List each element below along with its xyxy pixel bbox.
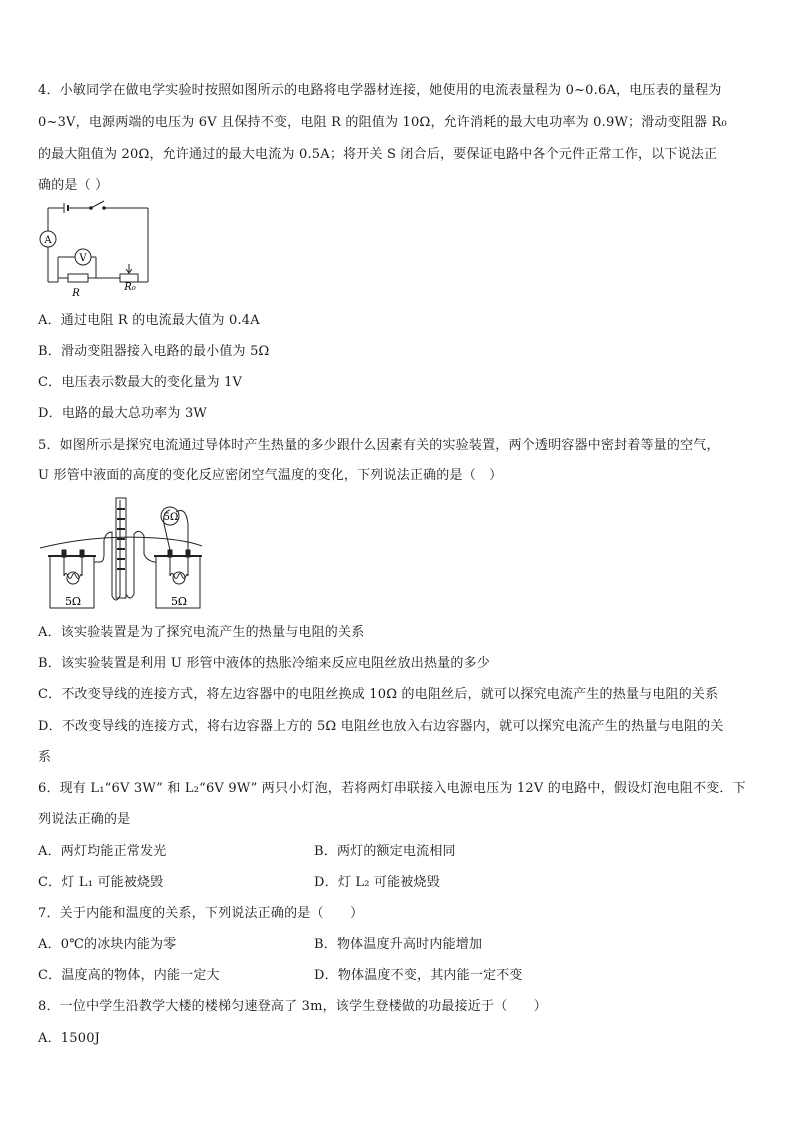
left-resistor-label: 5Ω — [64, 595, 82, 608]
q5-option-c: C．不改变导线的连接方式，将左边容器中的电阻丝换成 10Ω 的电阻丝后，就可以探究电流产生的热量与电阻的关系 — [38, 687, 719, 702]
right-resistor-label: 5Ω — [170, 595, 188, 608]
q4-circuit-diagram — [34, 198, 154, 298]
q7-option-a: A．0℃的冰块内能为零 — [38, 937, 177, 952]
q7-option-b: B．物体温度升高时内能增加 — [314, 937, 483, 952]
q5-apparatus-diagram — [36, 494, 206, 614]
q6-option-row-2 — [38, 874, 440, 892]
q6-option-d: D．灯 L₂ 可能被烧毁 — [314, 875, 440, 890]
q4-stem-line-3: 的最大阻值为 20Ω，允许通过的最大电流为 0.5A；将开关 S 闭合后，要保证电路中各个元件正常工作，以下说法正 — [38, 147, 718, 162]
rheostat-label: R₀ — [124, 282, 136, 293]
q6-option-row-1 — [38, 843, 456, 861]
q4-stem-line-4: 确的是（ ） — [38, 178, 109, 193]
q6-option-c: C．灯 L₁ 可能被烧毁 — [38, 875, 164, 890]
q5-option-b: B．该实验装置是利用 U 形管中液体的热胀冷缩来反应电阻丝放出热量的多少 — [38, 656, 490, 671]
q7-option-c: C．温度高的物体，内能一定大 — [38, 968, 220, 983]
q6-option-a: A．两灯均能正常发光 — [38, 844, 167, 859]
q5-stem-line-2: U 形管中液面的高度的变化反应密闭空气温度的变化，下列说法正确的是（ ） — [38, 468, 503, 483]
q4-option-d: D．电路的最大总功率为 3W — [38, 406, 207, 421]
q5-option-a: A．该实验装置是为了探究电流产生的热量与电阻的关系 — [38, 625, 365, 640]
q6-stem-line-1: 6．现有 L₁“6V 3W” 和 L₂“6V 9W” 两只小灯泡，若将两灯串联接入电源电压为 12V 的电路中，假设灯泡电阻不变．下 — [38, 781, 746, 796]
ammeter-label: A — [44, 235, 52, 246]
voltmeter-label: V — [79, 253, 87, 264]
q4-option-c: C．电压表示数最大的变化量为 1V — [38, 375, 243, 390]
q7-option-row-2 — [38, 967, 523, 985]
q5-option-d-line-2: 系 — [38, 750, 52, 765]
q4-stem-line-2: 0~3V，电源两端的电压为 6V 且保持不变，电阻 R 的阻值为 10Ω，允许消耗的最大电功率为 0.9W；滑动变阻器 R₀ — [38, 115, 727, 130]
q8-option-a: A．1500J — [38, 1031, 101, 1046]
q5-option-d-line-1: D．不改变导线的连接方式，将右边容器上方的 5Ω 电阻丝也放入右边容器内，就可以探究电流产生的热量与电阻的关 — [38, 719, 724, 734]
q4-option-a: A．通过电阻 R 的电流最大值为 0.4A — [38, 313, 260, 328]
q4-option-b: B．滑动变阻器接入电路的最小值为 5Ω — [38, 344, 270, 359]
q4-stem-line-1: 4．小敏同学在做电学实验时按照如图所示的电路将电学器材连接，她使用的电流表量程为 0~0.6A，电压表的量程为 — [38, 83, 722, 98]
q6-option-b: B．两灯的额定电流相同 — [314, 844, 456, 859]
q5-stem-line-1: 5．如图所示是探究电流通过导体时产生热量的多少跟什么因素有关的实验装置，两个透明容器中密封着等量的空气， — [38, 438, 720, 453]
q6-stem-line-2: 列说法正确的是 — [38, 812, 131, 827]
q7-option-d: D．物体温度不变，其内能一定不变 — [314, 968, 523, 983]
q7-stem-line-1: 7．关于内能和温度的关系，下列说法正确的是（ ） — [38, 906, 364, 921]
q7-option-row-1 — [38, 936, 483, 954]
q8-stem-line-1: 8．一位中学生沿教学大楼的楼梯匀速登高了 3m，该学生登楼做的功最接近于（ ） — [38, 999, 548, 1014]
resistor-label: R — [72, 288, 80, 298]
top-resistor-label: 5Ω — [163, 512, 179, 523]
